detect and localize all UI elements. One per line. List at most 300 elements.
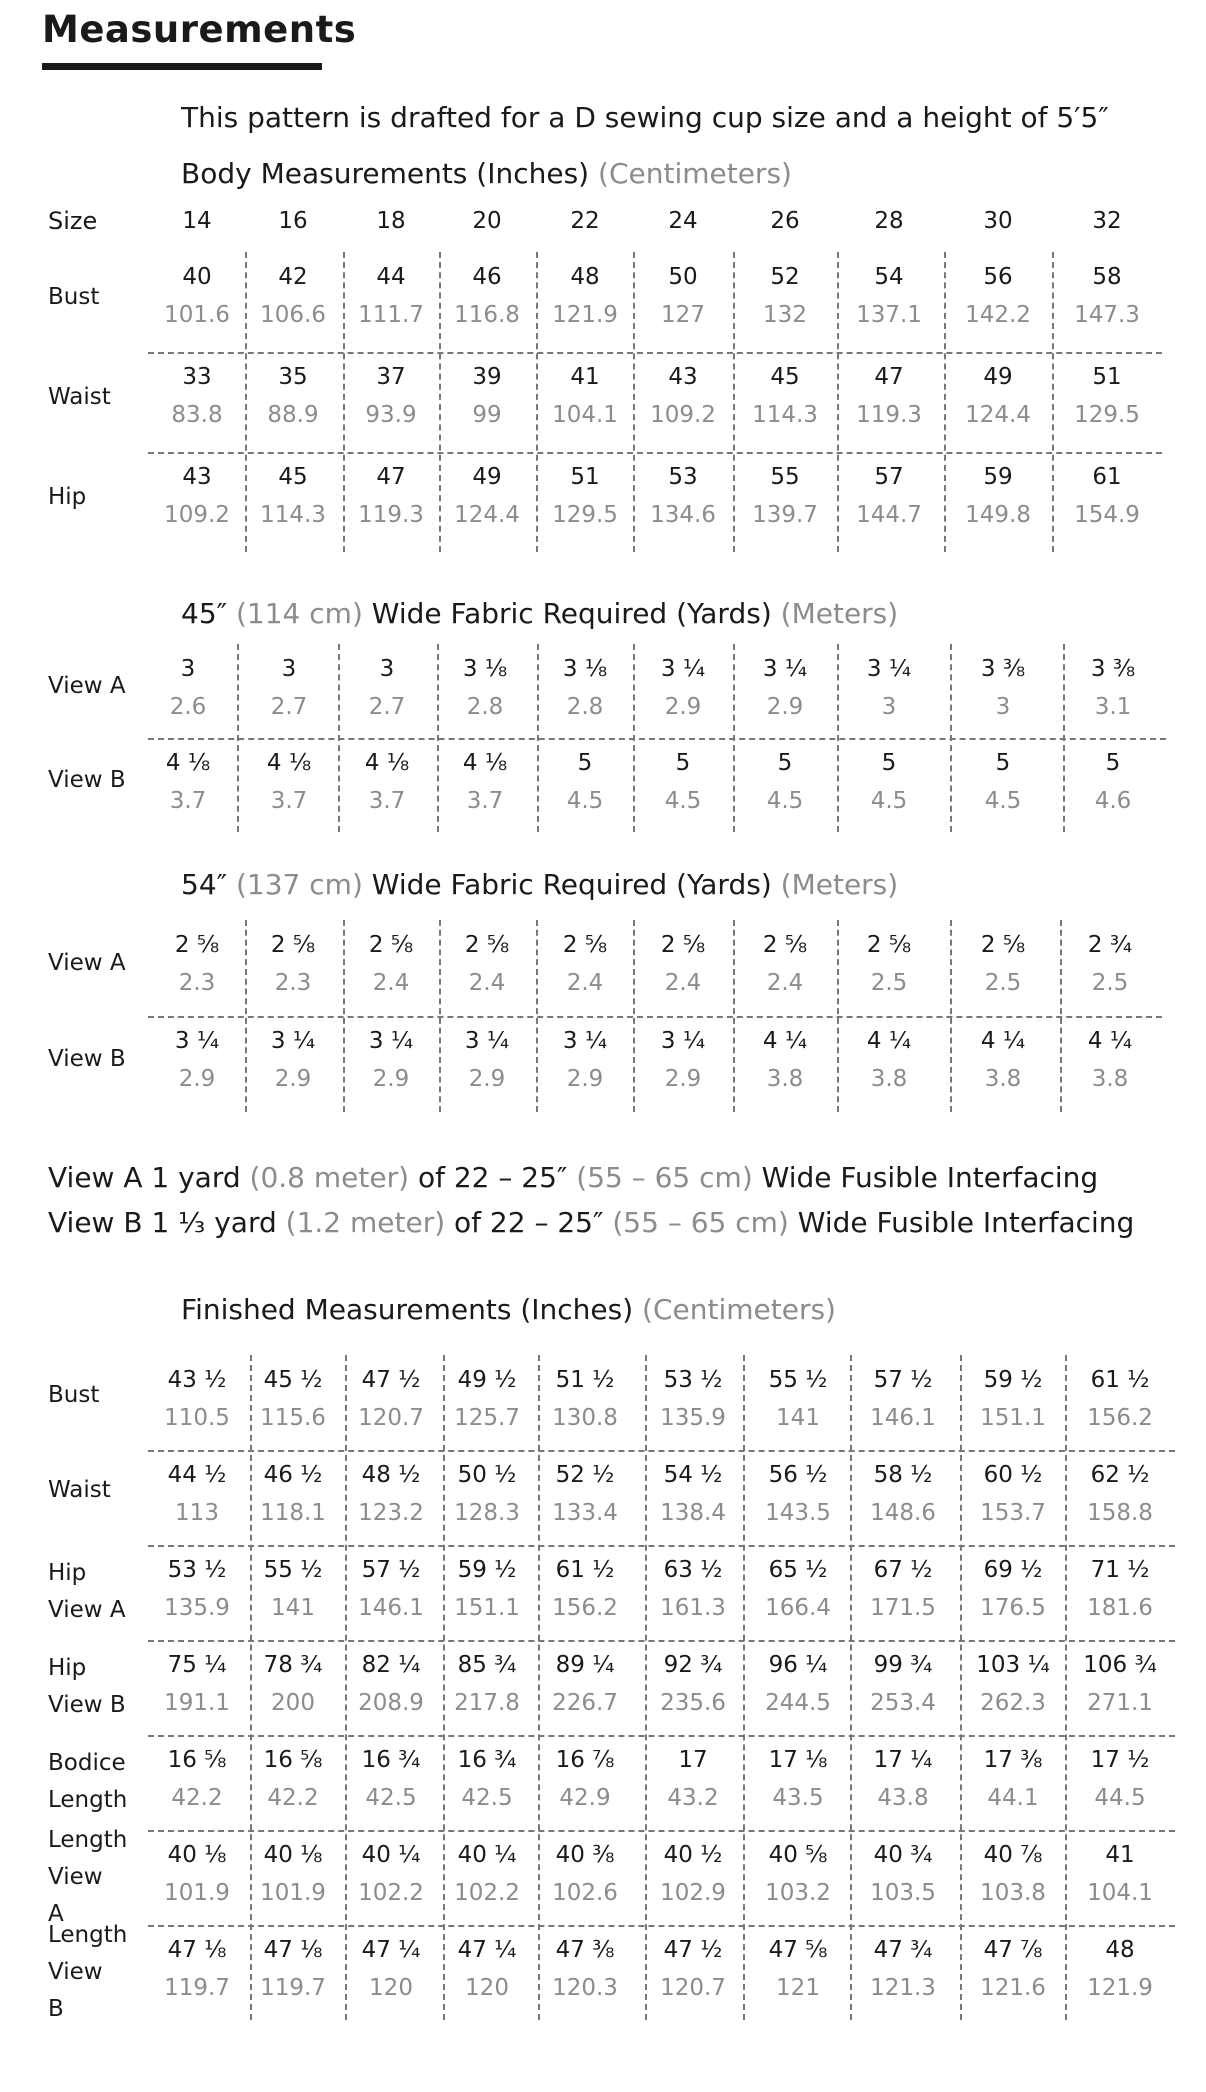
inch-value: 3 ⅜ [980, 656, 1026, 682]
fabric54-cell [343, 926, 439, 1002]
fabric54-cell [635, 926, 731, 1002]
cm-value: 217.8 [454, 1690, 520, 1716]
fabric54-column-divider [1060, 920, 1062, 1112]
pattern-intro: This pattern is drafted for a D sewing cup size and a height of 5′5″ [181, 101, 1109, 134]
finished-cell [343, 1361, 439, 1437]
cm-value: 151.1 [454, 1595, 520, 1621]
inch-value: 2 ¾ [1087, 932, 1133, 958]
cm-value: 2.9 [372, 1066, 410, 1092]
cm-value: 176.5 [980, 1595, 1046, 1621]
body-column-divider [439, 252, 441, 552]
body-cell [950, 358, 1046, 434]
cm-value: 271.1 [1087, 1690, 1153, 1716]
inch-value: 57 ½ [361, 1557, 421, 1583]
finished-cell [343, 1551, 439, 1627]
inch-value: 16 ¾ [361, 1747, 421, 1773]
inch-value: 45 [278, 464, 308, 490]
fabric45-cell [841, 744, 937, 820]
fabric54-cell [343, 1022, 439, 1098]
cm-value: 43.5 [772, 1785, 824, 1811]
inch-value: 71 ½ [1090, 1557, 1150, 1583]
inch-value: 61 ½ [1090, 1367, 1150, 1393]
finished-row-label: Waist [48, 1477, 111, 1503]
body-column-divider [837, 252, 839, 552]
cm-value: 138.4 [660, 1500, 726, 1526]
cm-value: 151.1 [980, 1405, 1046, 1431]
cm-value: 135.9 [164, 1595, 230, 1621]
cm-value: 153.7 [980, 1500, 1046, 1526]
body-cell [841, 458, 937, 534]
inch-value: 37 [376, 364, 406, 390]
cm-value: 2.5 [984, 970, 1022, 996]
cm-value: 2.9 [664, 1066, 702, 1092]
finished-cell [149, 1456, 245, 1532]
body-column-divider [633, 252, 635, 552]
cm-value: 2.4 [766, 970, 804, 996]
fabric54-heading: 54″ (137 cm) Wide Fabric Required (Yards) (Meters) [181, 868, 899, 901]
cm-value: 101.9 [164, 1880, 230, 1906]
inch-value: 3 ¼ [464, 1028, 510, 1054]
cm-value: 253.4 [870, 1690, 936, 1716]
inch-value: 4 ¼ [980, 1028, 1026, 1054]
cm-value: 146.1 [358, 1595, 424, 1621]
fabric45-cell [737, 744, 833, 820]
finished-cell [537, 1551, 633, 1627]
inch-value: 3 ¼ [270, 1028, 316, 1054]
body-row-divider [148, 452, 1162, 454]
finished-cell [750, 1456, 846, 1532]
body-cell [635, 358, 731, 434]
fabric54-cell [955, 926, 1051, 1002]
fabric45-cell [241, 744, 337, 820]
finished-row-label: Bodice Length [48, 1750, 128, 1813]
inch-value: 16 ⅞ [555, 1747, 615, 1773]
cm-value: 262.3 [980, 1690, 1046, 1716]
body-cell [343, 458, 439, 534]
cm-value: 3 [881, 694, 897, 720]
inch-value: 3 ¼ [660, 1028, 706, 1054]
inch-value: 2 ⅝ [270, 932, 316, 958]
inch-value: 4 ¼ [762, 1028, 808, 1054]
cm-value: 2.5 [870, 970, 908, 996]
finished-column-divider [250, 1355, 252, 2020]
inch-value: 40 ½ [663, 1842, 723, 1868]
inch-value: 3 ⅜ [1090, 656, 1136, 682]
cm-value: 2.9 [468, 1066, 506, 1092]
inch-value: 85 ¾ [457, 1652, 517, 1678]
fabric45-cell [339, 650, 435, 726]
cm-value: 119.7 [260, 1975, 326, 2001]
cm-value: 43.2 [667, 1785, 719, 1811]
fabric45-column-divider [733, 644, 735, 832]
cm-value: 42.2 [171, 1785, 223, 1811]
fabric54-row-label: View A [48, 950, 126, 976]
body-row-label: Bust [48, 284, 100, 310]
finished-cell [1072, 1646, 1168, 1722]
body-cell [439, 458, 535, 534]
finished-cell [537, 1361, 633, 1437]
inch-value: 40 ⅞ [983, 1842, 1043, 1868]
finished-cell [149, 1646, 245, 1722]
fabric45-cell [955, 650, 1051, 726]
finished-cell [750, 1741, 846, 1817]
finished-cell [965, 1551, 1061, 1627]
fabric45-cell [635, 650, 731, 726]
cm-value: 3.1 [1094, 694, 1132, 720]
interfacing-line-a: View A 1 yard (0.8 meter) of 22 – 25″ (55 – 65 cm) Wide Fusible Interfacing [48, 1161, 1099, 1194]
size-header: 32 [1092, 208, 1122, 234]
cm-value: 2.6 [169, 694, 207, 720]
cm-value: 4.5 [984, 788, 1022, 814]
page-title: Measurements [42, 8, 357, 51]
cm-value: 115.6 [260, 1405, 326, 1431]
finished-cell [645, 1646, 741, 1722]
inch-value: 4 ¼ [866, 1028, 912, 1054]
cm-value: 119.7 [164, 1975, 230, 2001]
finished-cell [1072, 1551, 1168, 1627]
cm-value: 106.6 [260, 302, 326, 328]
size-label: Size [48, 207, 98, 235]
body-cell [950, 458, 1046, 534]
inch-value: 2 ⅝ [866, 932, 912, 958]
finished-cell [1072, 1741, 1168, 1817]
fabric45-cell [1065, 650, 1161, 726]
cm-value: 149.8 [965, 502, 1031, 528]
body-cell [245, 358, 341, 434]
fabric54-cell [537, 926, 633, 1002]
cm-value: 154.9 [1074, 502, 1140, 528]
inch-value: 47 [874, 364, 904, 390]
inch-value: 43 ½ [167, 1367, 227, 1393]
inch-value: 53 ½ [167, 1557, 227, 1583]
finished-cell [645, 1551, 741, 1627]
body-cell [841, 258, 937, 334]
cm-value: 103.8 [980, 1880, 1046, 1906]
finished-cell [343, 1741, 439, 1817]
finished-cell [855, 1836, 951, 1912]
cm-value: 120.3 [552, 1975, 618, 2001]
inch-value: 51 [1092, 364, 1122, 390]
inch-value: 44 ½ [167, 1462, 227, 1488]
inch-value: 46 ½ [263, 1462, 323, 1488]
fabric45-cell [841, 650, 937, 726]
body-cell [439, 258, 535, 334]
cm-value: 2.4 [664, 970, 702, 996]
cm-value: 128.3 [454, 1500, 520, 1526]
inch-value: 58 [1092, 264, 1122, 290]
finished-cell [149, 1551, 245, 1627]
inch-value: 2 ⅝ [980, 932, 1026, 958]
inch-value: 3 ¼ [368, 1028, 414, 1054]
inch-value: 47 ⅞ [983, 1937, 1043, 1963]
inch-value: 47 ¼ [361, 1937, 421, 1963]
cm-value: 42.9 [559, 1785, 611, 1811]
finished-cell [750, 1931, 846, 2007]
cm-value: 3.7 [368, 788, 406, 814]
cm-value: 2.7 [368, 694, 406, 720]
cm-value: 42.2 [267, 1785, 319, 1811]
finished-cell [245, 1361, 341, 1437]
inch-value: 33 [182, 364, 212, 390]
cm-value: 208.9 [358, 1690, 424, 1716]
inch-value: 47 ½ [663, 1937, 723, 1963]
fabric45-cell [140, 744, 236, 820]
fabric54-cell [149, 926, 245, 1002]
body-column-divider [536, 252, 538, 552]
finished-cell [1072, 1836, 1168, 1912]
cm-value: 44.1 [987, 1785, 1039, 1811]
fabric54-cell [1062, 1022, 1158, 1098]
inch-value: 40 ¼ [457, 1842, 517, 1868]
size-header: 26 [770, 208, 800, 234]
size-header: 30 [983, 208, 1013, 234]
fabric45-column-divider [537, 644, 539, 832]
finished-cell [645, 1456, 741, 1532]
finished-cell [537, 1741, 633, 1817]
fabric54-column-divider [633, 920, 635, 1112]
cm-value: 4.5 [766, 788, 804, 814]
fabric45-cell [339, 744, 435, 820]
fabric54-cell [537, 1022, 633, 1098]
inch-value: 41 [1105, 1842, 1135, 1868]
inch-value: 40 ⅝ [768, 1842, 828, 1868]
body-cell [245, 258, 341, 334]
fabric45-cell [537, 744, 633, 820]
finished-cell [245, 1741, 341, 1817]
body-row-label: Waist [48, 384, 111, 410]
finished-cell [965, 1361, 1061, 1437]
size-header: 28 [874, 208, 904, 234]
body-cell [1059, 358, 1155, 434]
body-cell [950, 258, 1046, 334]
inch-value: 17 ⅜ [983, 1747, 1043, 1773]
body-row-label: Hip [48, 484, 87, 510]
fabric54-cell [245, 1022, 341, 1098]
inch-value: 103 ¼ [976, 1652, 1050, 1678]
cm-value: 2.9 [178, 1066, 216, 1092]
cm-value: 141 [271, 1595, 315, 1621]
fabric45-row-divider [148, 738, 1166, 740]
cm-value: 146.1 [870, 1405, 936, 1431]
cm-value: 158.8 [1087, 1500, 1153, 1526]
body-cell [737, 358, 833, 434]
finished-row-label: Bust [48, 1382, 100, 1408]
inch-value: 61 [1092, 464, 1122, 490]
inch-value: 45 ½ [263, 1367, 323, 1393]
cm-value: 114.3 [752, 402, 818, 428]
finished-cell [1072, 1361, 1168, 1437]
cm-value: 119.3 [358, 502, 424, 528]
inch-value: 3 ¼ [562, 1028, 608, 1054]
finished-cell [149, 1361, 245, 1437]
finished-measurements-heading: Finished Measurements (Inches) (Centimeters) [181, 1293, 836, 1326]
cm-value: 42.5 [461, 1785, 513, 1811]
cm-value: 235.6 [660, 1690, 726, 1716]
cm-value: 141 [776, 1405, 820, 1431]
inch-value: 40 ⅜ [555, 1842, 615, 1868]
inch-value: 17 ½ [1090, 1747, 1150, 1773]
cm-value: 102.6 [552, 1880, 618, 1906]
fabric45-column-divider [338, 644, 340, 832]
cm-value: 2.4 [566, 970, 604, 996]
fabric45-column-divider [837, 644, 839, 832]
cm-value: 125.7 [454, 1405, 520, 1431]
inch-value: 17 ¼ [873, 1747, 933, 1773]
cm-value: 2.5 [1091, 970, 1129, 996]
fabric54-cell [841, 926, 937, 1002]
fabric45-heading: 45″ (114 cm) Wide Fabric Required (Yards) (Meters) [181, 597, 899, 630]
finished-cell [750, 1551, 846, 1627]
cm-value: 161.3 [660, 1595, 726, 1621]
finished-row-divider [148, 1830, 1175, 1832]
cm-value: 124.4 [965, 402, 1031, 428]
fabric54-cell [439, 926, 535, 1002]
inch-value: 47 ¼ [457, 1937, 517, 1963]
fabric54-cell [245, 926, 341, 1002]
inch-value: 5 [675, 750, 691, 776]
finished-cell [965, 1931, 1061, 2007]
finished-cell [645, 1931, 741, 2007]
cm-value: 133.4 [552, 1500, 618, 1526]
finished-cell [343, 1836, 439, 1912]
inch-value: 43 [182, 464, 212, 490]
inch-value: 53 ½ [663, 1367, 723, 1393]
cm-value: 137.1 [856, 302, 922, 328]
fabric54-cell [955, 1022, 1051, 1098]
cm-value: 244.5 [765, 1690, 831, 1716]
body-cell [149, 358, 245, 434]
cm-value: 139.7 [752, 502, 818, 528]
finished-column-divider [1065, 1355, 1067, 2020]
finished-row-label: Length View A [48, 1827, 128, 1927]
body-cell [737, 258, 833, 334]
body-cell [343, 258, 439, 334]
inch-value: 44 [376, 264, 406, 290]
body-column-divider [245, 252, 247, 552]
body-cell [149, 458, 245, 534]
cm-value: 2.3 [274, 970, 312, 996]
inch-value: 96 ¼ [768, 1652, 828, 1678]
cm-value: 119.3 [856, 402, 922, 428]
inch-value: 5 [1105, 750, 1121, 776]
inch-value: 55 [770, 464, 800, 490]
cm-value: 124.4 [454, 502, 520, 528]
inch-value: 5 [881, 750, 897, 776]
cm-value: 2.8 [466, 694, 504, 720]
cm-value: 110.5 [164, 1405, 230, 1431]
finished-cell [343, 1456, 439, 1532]
size-header: 22 [570, 208, 600, 234]
fabric45-cell [537, 650, 633, 726]
inch-value: 41 [570, 364, 600, 390]
cm-value: 147.3 [1074, 302, 1140, 328]
inch-value: 59 [983, 464, 1013, 490]
inch-value: 39 [472, 364, 502, 390]
cm-value: 156.2 [1087, 1405, 1153, 1431]
inch-value: 54 [874, 264, 904, 290]
cm-value: 2.9 [766, 694, 804, 720]
cm-value: 127 [661, 302, 705, 328]
inch-value: 17 [678, 1747, 708, 1773]
inch-value: 40 ⅛ [263, 1842, 323, 1868]
cm-value: 3.8 [870, 1066, 908, 1092]
fabric54-column-divider [950, 920, 952, 1112]
cm-value: 2.3 [178, 970, 216, 996]
cm-value: 114.3 [260, 502, 326, 528]
body-row-divider [148, 352, 1162, 354]
finished-column-divider [743, 1355, 745, 2020]
cm-value: 3.7 [466, 788, 504, 814]
fabric54-cell [149, 1022, 245, 1098]
size-header: 20 [472, 208, 502, 234]
finished-cell [245, 1646, 341, 1722]
cm-value: 166.4 [765, 1595, 831, 1621]
finished-row-divider [148, 1640, 1175, 1642]
cm-value: 44.5 [1094, 1785, 1146, 1811]
inch-value: 55 ½ [263, 1557, 323, 1583]
finished-cell [245, 1836, 341, 1912]
inch-value: 50 [668, 264, 698, 290]
body-cell [1059, 258, 1155, 334]
inch-value: 16 ⅝ [263, 1747, 323, 1773]
inch-value: 3 ⅛ [562, 656, 608, 682]
fabric54-column-divider [343, 920, 345, 1112]
finished-column-divider [538, 1355, 540, 2020]
cm-value: 99 [472, 402, 502, 428]
cm-value: 121 [776, 1975, 820, 2001]
body-cell [737, 458, 833, 534]
cm-value: 144.7 [856, 502, 922, 528]
cm-value: 200 [271, 1690, 315, 1716]
cm-value: 3.8 [1091, 1066, 1129, 1092]
body-cell [635, 458, 731, 534]
body-cell [537, 258, 633, 334]
cm-value: 2.7 [270, 694, 308, 720]
fabric54-column-divider [733, 920, 735, 1112]
finished-cell [750, 1646, 846, 1722]
size-header: 14 [182, 208, 212, 234]
finished-cell [439, 1646, 535, 1722]
cm-value: 109.2 [164, 502, 230, 528]
size-header: 24 [668, 208, 698, 234]
cm-value: 88.9 [267, 402, 319, 428]
inch-value: 47 ⅜ [555, 1937, 615, 1963]
inch-value: 47 ½ [361, 1367, 421, 1393]
fabric45-column-divider [1063, 644, 1065, 832]
inch-value: 57 ½ [873, 1367, 933, 1393]
cm-value: 181.6 [1087, 1595, 1153, 1621]
cm-value: 42.5 [365, 1785, 417, 1811]
fabric45-cell [635, 744, 731, 820]
cm-value: 171.5 [870, 1595, 936, 1621]
finished-cell [965, 1456, 1061, 1532]
finished-cell [245, 1931, 341, 2007]
finished-cell [645, 1836, 741, 1912]
cm-value: 2.4 [372, 970, 410, 996]
cm-value: 103.2 [765, 1880, 831, 1906]
fabric45-row-label: View B [48, 767, 126, 793]
fabric54-cell [1062, 926, 1158, 1002]
finished-cell [965, 1741, 1061, 1817]
inch-value: 48 [1105, 1937, 1135, 1963]
finished-cell [149, 1741, 245, 1817]
finished-cell [855, 1456, 951, 1532]
finished-cell [1072, 1456, 1168, 1532]
fabric45-column-divider [437, 644, 439, 832]
body-column-divider [944, 252, 946, 552]
cm-value: 142.2 [965, 302, 1031, 328]
body-cell [149, 258, 245, 334]
